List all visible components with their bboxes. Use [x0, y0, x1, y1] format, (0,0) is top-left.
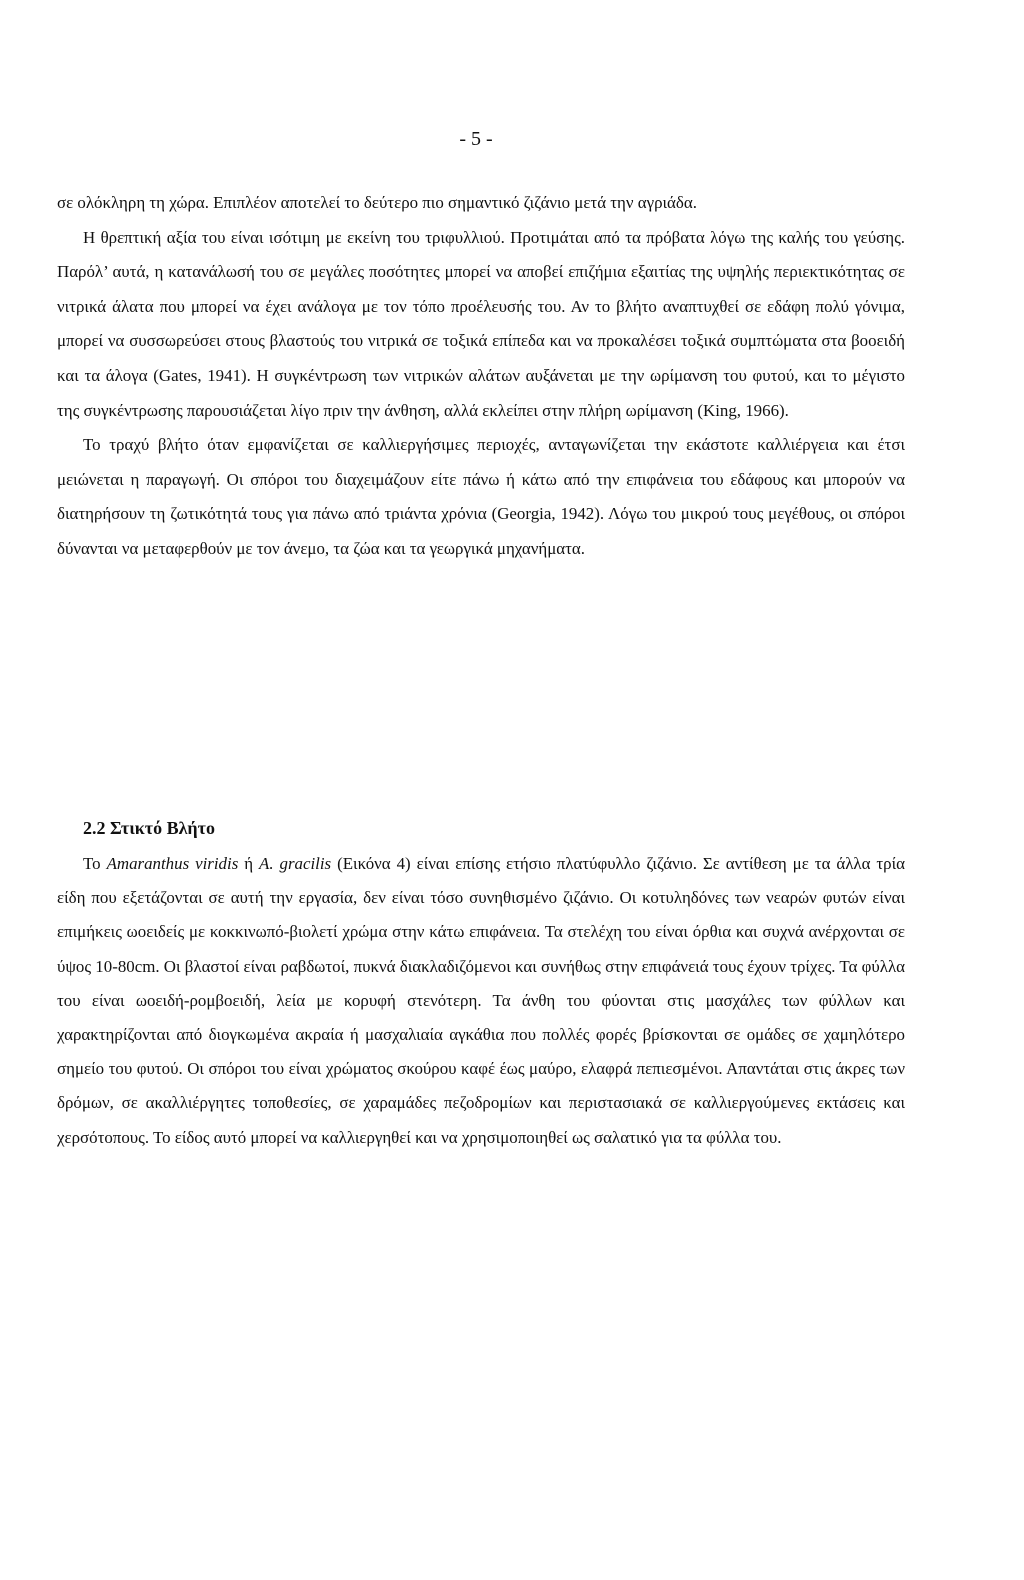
section-paragraph: [57, 847, 905, 1155]
conjunction-text: ή: [238, 854, 260, 873]
nutrition-paragraph: Η θρεπτική αξία του είναι ισότιμη με εκείνη του τριφυλλιού. Προτιμάται από τα πρόβατα λόγω της καλής του γεύσης. Παρόλ’ αυτά, η κατανάλωσή του σε μεγάλες ποσότητες μπορεί να αποβεί επιζήμια εξαιτίας της υψηλής περιεκτικότητας σε νιτρικά άλατα που μπορεί να έχει ανάλογα με τον τόπο προέλευσής του. Αν το βλήτο αναπτυχθεί σε εδάφη πολύ γόνιμα, μπορεί να συσσωρεύσει στους βλαστούς του νιτρικά σε τοξικά επίπεδα και να προκαλέσει τοξικά συμπτώματα στα βοοειδή και τα άλογα (Gates, 1941). Η συγκέντρωση των νιτρικών αλάτων αυξάνεται με την ωρίμανση του φυτού, και το μέγιστο της συγκέντρωσης παρουσιάζεται λίγο πριν την άνθηση, αλλά εκλείπει στην πλήρη ωρίμανση (King, 1966).: [57, 227, 905, 420]
competition-paragraph: Το τραχύ βλήτο όταν εμφανίζεται σε καλλιεργήσιμες περιοχές, ανταγωνίζεται την εκάστοτε καλλιέργεια και έτσι μειώνεται η παραγωγή. Οι σπόροι του διαχειμάζουν είτε πάνω ή κάτω από την επιφάνεια του εδάφους και μπορούν να διατηρήσουν τη ζωτικότητά τους για πάνω από τριάντα χρόνια (Georgia, 1942). Λόγω του μικρού τους μεγέθους, οι σπόροι δύνανται να μεταφερθούν με τον άνεμο, τα ζώα και τα γεωργικά μηχανήματα.: [57, 435, 905, 558]
section-body-text: (Εικόνα 4) είναι επίσης ετήσιο πλατύφυλλο ζιζάνιο. Σε αντίθεση με τα άλλα τρία είδη που εξετάζονται σε αυτή την εργασία, δεν είναι τόσο συνηθισμένο ζιζάνιο. Οι κοτυληδόνες των νεαρών φυτών είναι επιμήκεις ωοειδείς με κοκκινωπό-βιολετί χρώμα στην κάτω επιφάνεια. Τα στελέχη του είναι όρθια και συχνά ανέρχονται σε ύψος 10-80cm. Οι βλαστοί είναι ραβδωτοί, πυκνά διακλαδιζόμενοι και συνήθως στην επιφάνειά τους έχουν τρίχες. Τα φύλλα του είναι ωοειδή-ρομβοειδή, λεία με κορυφή στενότερη. Τα άνθη του φύονται στις μασχάλες των φύλλων και χαρακτηρίζονται από διογκωμένα ακραία ή μασχαλιαία αγκάθια που πολλές φορές βρίσκονται σε ομάδες σε χαμηλότερο σημείο του φυτού. Οι σπόροι του είναι χρώματος σκούρου καφέ έως μαύρο, ελαφρά πεπιεσμένοι. Απαντάται στις άκρες των δρόμων, σε ακαλλιέργητες τοποθεσίες, σε χαραμάδες πεζοδρομίων και περιστασιακά σε καλλιεργούμενες εκτάσεις και χερσότοπους. Το είδος αυτό μπορεί να καλλιεργηθεί και να χρησιμοποιηθεί ως σαλατικό για τα φύλλα του.: [57, 854, 906, 1147]
page-number: - 5 -: [459, 128, 493, 150]
body-text: [57, 186, 905, 567]
section-2-2: [57, 813, 905, 1155]
continued-paragraph: σε ολόκληρη τη χώρα. Επιπλέον αποτελεί το δεύτερο πιο σημαντικό ζιζάνιο μετά την αγριάδα.: [57, 193, 697, 212]
species-synonym: A. gracilis: [259, 854, 332, 873]
section-heading: 2.2 Στικτό Βλήτο: [83, 818, 215, 838]
intro-text: Το: [83, 854, 107, 873]
species-name: Amaranthus viridis: [106, 854, 239, 873]
